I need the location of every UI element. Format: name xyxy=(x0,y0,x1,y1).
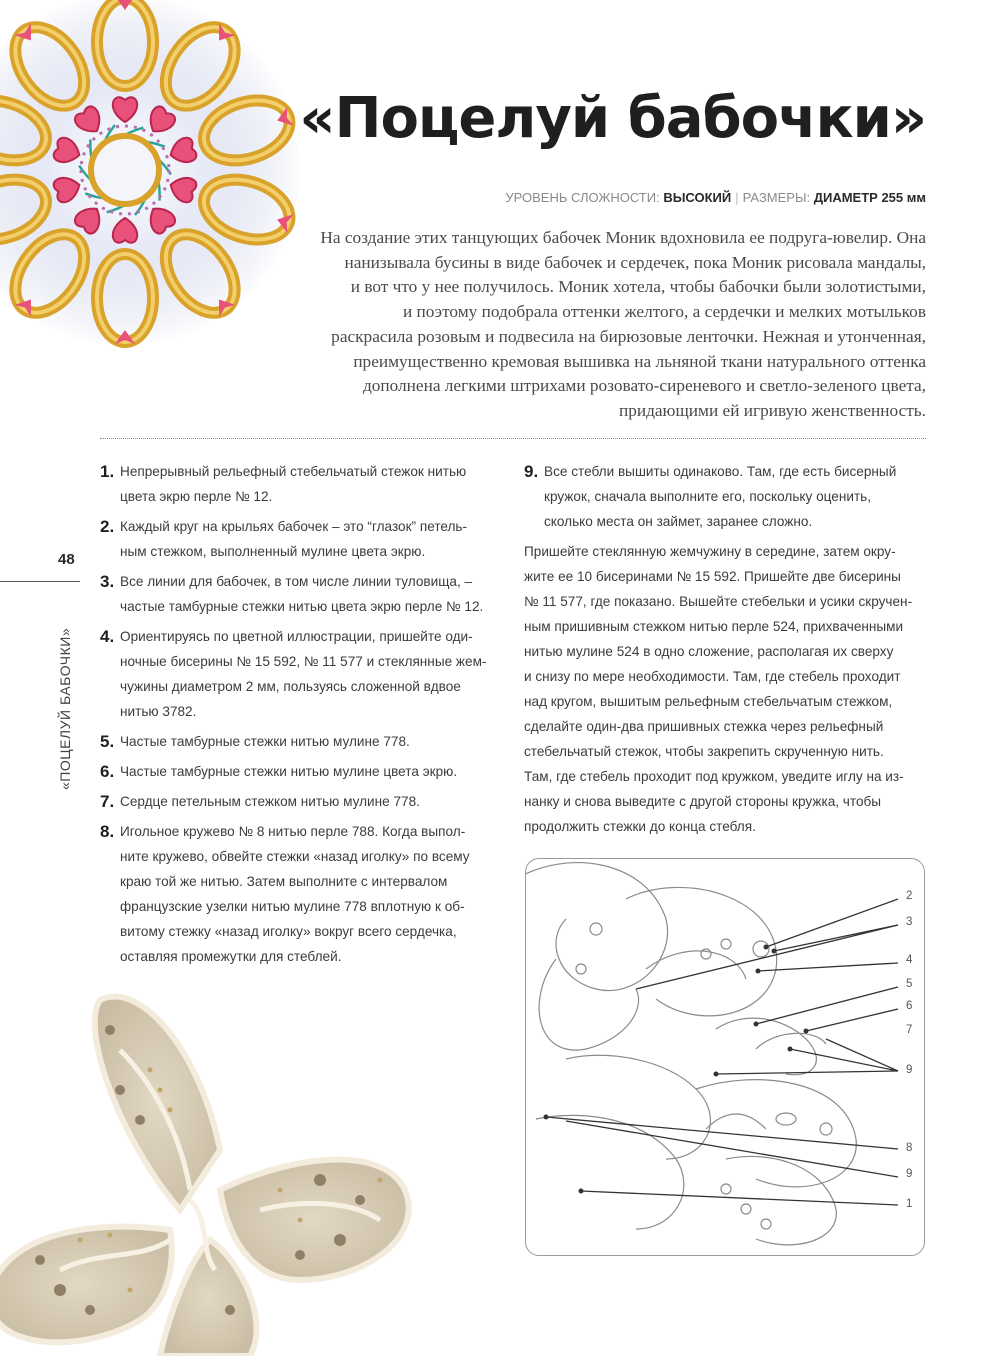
step-line: Все линии для бабочек, в том числе линии туловища, – xyxy=(120,574,473,589)
page-number-rule xyxy=(0,581,80,582)
step-number: 7. xyxy=(100,792,115,811)
intro-line: и поэтому подобрала оттенки желтого, а сердечки и мелких мотыльков xyxy=(402,302,926,322)
step-3 xyxy=(100,569,500,619)
step-line: Каждый круг на крыльях бабочек – это “глазок” петель- xyxy=(120,519,468,534)
intro-line: и вот что у нее получилось. Моник хотела, чтобы бабочки были золотистыми, xyxy=(350,277,926,297)
intro-paragraph xyxy=(306,226,926,424)
level-value: ВЫСОКИЙ xyxy=(663,190,732,205)
callout-label: 8 xyxy=(906,1142,913,1154)
step-number: 5. xyxy=(100,732,115,751)
page-title: «Поцелуй бабочки» xyxy=(299,86,926,151)
butterfly-line-drawing xyxy=(526,859,925,1256)
step-number: 6. xyxy=(100,762,115,781)
step-line: оставляя промежутки для стеблей. xyxy=(120,949,342,964)
step-line: ните кружево, обвейте стежки «назад иголку» по всему xyxy=(120,849,470,864)
step-number: 9. xyxy=(524,462,539,481)
instructions-right-column xyxy=(524,459,929,839)
mandala-illustration xyxy=(0,0,330,380)
para-line: Там, где стебель проходит под кружком, уведите иглу на из- xyxy=(524,769,904,784)
para-line: жите ее 10 бисеринами № 15 592. Пришейте две бисерины xyxy=(524,569,901,584)
step-line: Сердце петельным стежком нитью мулине 778. xyxy=(120,794,420,809)
difficulty-meta: УРОВЕНЬ СЛОЖНОСТИ: ВЫСОКИЙ | РАЗМЕРЫ: ДИАМЕТР 255 мм xyxy=(505,190,926,205)
level-label: УРОВЕНЬ СЛОЖНОСТИ: xyxy=(505,190,660,205)
step-9 xyxy=(524,459,929,534)
para-line: нанку и снова выведите с другой стороны кружка, чтобы xyxy=(524,794,882,809)
step-line: нитью 3782. xyxy=(120,704,197,719)
step-line: Непрерывный рельефный стебельчатый стежок нитью xyxy=(120,464,467,479)
intro-line: дополнена легкими штрихами розовато-сиреневого и светло-зеленого цвета, xyxy=(362,376,926,396)
intro-line: придающими ей игривую женственность. xyxy=(618,400,926,420)
para-line: нитью мулине 524 в одно сложение, располагая их сверху xyxy=(524,644,894,659)
step-line: французские узелки нитью мулине 778 вплотную к об- xyxy=(120,899,465,914)
stitch-diagram xyxy=(525,858,925,1256)
callout-label: 1 xyxy=(906,1198,913,1210)
step-8 xyxy=(100,819,500,969)
step-line: Ориентируясь по цветной иллюстрации, пришейте оди- xyxy=(120,629,473,644)
page-number: 48 xyxy=(58,551,75,568)
step-number: 8. xyxy=(100,822,115,841)
para-line: и снизу по мере необходимости. Там, где стебель проходит xyxy=(524,669,901,684)
step-line: кружок, сначала выполните его, поскольку оценить, xyxy=(544,489,872,504)
callout-label: 3 xyxy=(906,916,913,928)
size-value: ДИАМЕТР 255 мм xyxy=(813,190,926,205)
step-number: 2. xyxy=(100,517,115,536)
callout-label: 4 xyxy=(906,954,913,966)
para-line: № 11 577, где показано. Вышейте стебельки и усики скручен- xyxy=(524,594,913,609)
intro-line: нанизывала бусины в виде бабочек и сердечек, пока Моник рисовала мандалы, xyxy=(344,252,926,272)
step-number: 1. xyxy=(100,462,115,481)
dotted-divider xyxy=(100,438,926,439)
step-9-paragraph xyxy=(524,539,929,839)
para-line: продолжить стежки до конца стебля. xyxy=(524,819,756,834)
step-line: Частые тамбурные стежки нитью мулине цвета экрю. xyxy=(120,764,458,779)
step-line: краю той же нитью. Затем выполните с интервалом xyxy=(120,874,448,889)
step-line: Частые тамбурные стежки нитью мулине 778. xyxy=(120,734,410,749)
step-line: ным стежком, выполненный мулине цвета экрю. xyxy=(120,544,426,559)
step-line: чужины диаметром 2 мм, пользуясь сложенной вдвое xyxy=(120,679,461,694)
intro-line: преимущественно кремовая вышивка на льняной ткани натурального оттенка xyxy=(353,351,926,371)
step-7 xyxy=(100,789,500,814)
step-number: 3. xyxy=(100,572,115,591)
step-line: Игольное кружево № 8 нитью перле 788. Когда выпол- xyxy=(120,824,466,839)
callout-label: 9 xyxy=(906,1168,913,1180)
step-line: частые тамбурные стежки нитью цвета экрю перле № 12. xyxy=(120,599,484,614)
step-line: цвета экрю перле № 12. xyxy=(120,489,273,504)
para-line: сделайте один-два пришивных стежка через рельефный xyxy=(524,719,884,734)
step-6 xyxy=(100,759,500,784)
callout-label: 7 xyxy=(906,1024,913,1036)
size-label: РАЗМЕРЫ: xyxy=(742,190,811,205)
para-line: стебельчатый стежок, чтобы закрепить скрученную нить. xyxy=(524,744,884,759)
callout-label: 5 xyxy=(906,978,913,990)
callout-label: 6 xyxy=(906,1000,913,1012)
intro-line: раскрасила розовым и подвесила на бирюзовые ленточки. Нежная и утонченная, xyxy=(331,326,926,346)
step-4 xyxy=(100,624,500,724)
callout-label: 9 xyxy=(906,1064,913,1076)
step-line: сколько места он займет, заранее сложно. xyxy=(544,514,813,529)
step-number: 4. xyxy=(100,627,115,646)
step-line: Все стебли вышиты одинаково. Там, где есть бисерный xyxy=(544,464,897,479)
step-1 xyxy=(100,459,500,509)
step-5 xyxy=(100,729,500,754)
side-running-title: «ПОЦЕЛУЙ БАБОЧКИ» xyxy=(57,627,73,790)
embroidered-butterfly-photo xyxy=(0,990,420,1356)
instructions-left-column xyxy=(100,459,500,974)
step-line: ночные бисерины № 15 592, № 11 577 и стеклянные жем- xyxy=(120,654,487,669)
step-2 xyxy=(100,514,500,564)
callout-label: 2 xyxy=(906,890,913,902)
para-line: ным пришивным стежком нитью перле 524, прихваченными xyxy=(524,619,904,634)
step-line: витому стежку «назад иголку» вокруг всего сердечка, xyxy=(120,924,457,939)
para-line: Пришейте стеклянную жемчужину в середине, затем окру- xyxy=(524,544,896,559)
intro-line: На создание этих танцующих бабочек Моник вдохновила ее подруга-ювелир. Она xyxy=(320,228,926,247)
para-line: над кругом, вышитым рельефным стебельчатым стежком, xyxy=(524,694,893,709)
